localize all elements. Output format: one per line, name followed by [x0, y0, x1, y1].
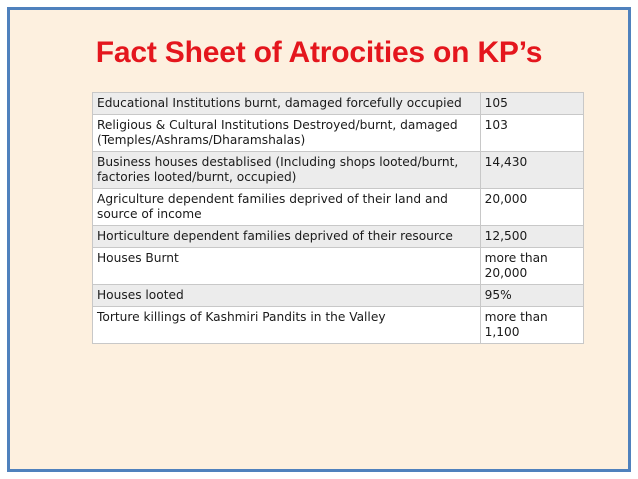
- slide-title: Fact Sheet of Atrocities on KP’s: [95, 36, 543, 69]
- table-row: [93, 152, 584, 189]
- row-description: Agriculture dependent families deprived of their land and source of income: [93, 189, 481, 226]
- table-row: [93, 248, 584, 285]
- fact-table: [92, 92, 584, 344]
- row-value: 103: [480, 115, 583, 152]
- row-description: Religious & Cultural Institutions Destroyed/burnt, damaged (Temples/Ashrams/Dharamshalas): [93, 115, 481, 152]
- row-value: 12,500: [480, 226, 583, 248]
- row-description: Houses Burnt: [93, 248, 481, 285]
- row-description: Horticulture dependent families deprived of their resource: [93, 226, 481, 248]
- row-value: 95%: [480, 285, 583, 307]
- table-row: [93, 226, 584, 248]
- row-value: 14,430: [480, 152, 583, 189]
- table-row: [93, 93, 584, 115]
- slide-frame: [7, 7, 631, 472]
- row-value: more than 1,100: [480, 307, 583, 344]
- row-description: Business houses destablised (Including shops looted/burnt, factories looted/burnt, occupied): [93, 152, 481, 189]
- table-row: [93, 307, 584, 344]
- row-description: Houses looted: [93, 285, 481, 307]
- row-description: Torture killings of Kashmiri Pandits in the Valley: [93, 307, 481, 344]
- row-value: 20,000: [480, 189, 583, 226]
- table-row: [93, 285, 584, 307]
- row-description: Educational Institutions burnt, damaged forcefully occupied: [93, 93, 481, 115]
- row-value: 105: [480, 93, 583, 115]
- row-value: more than 20,000: [480, 248, 583, 285]
- table-row: [93, 115, 584, 152]
- table-row: [93, 189, 584, 226]
